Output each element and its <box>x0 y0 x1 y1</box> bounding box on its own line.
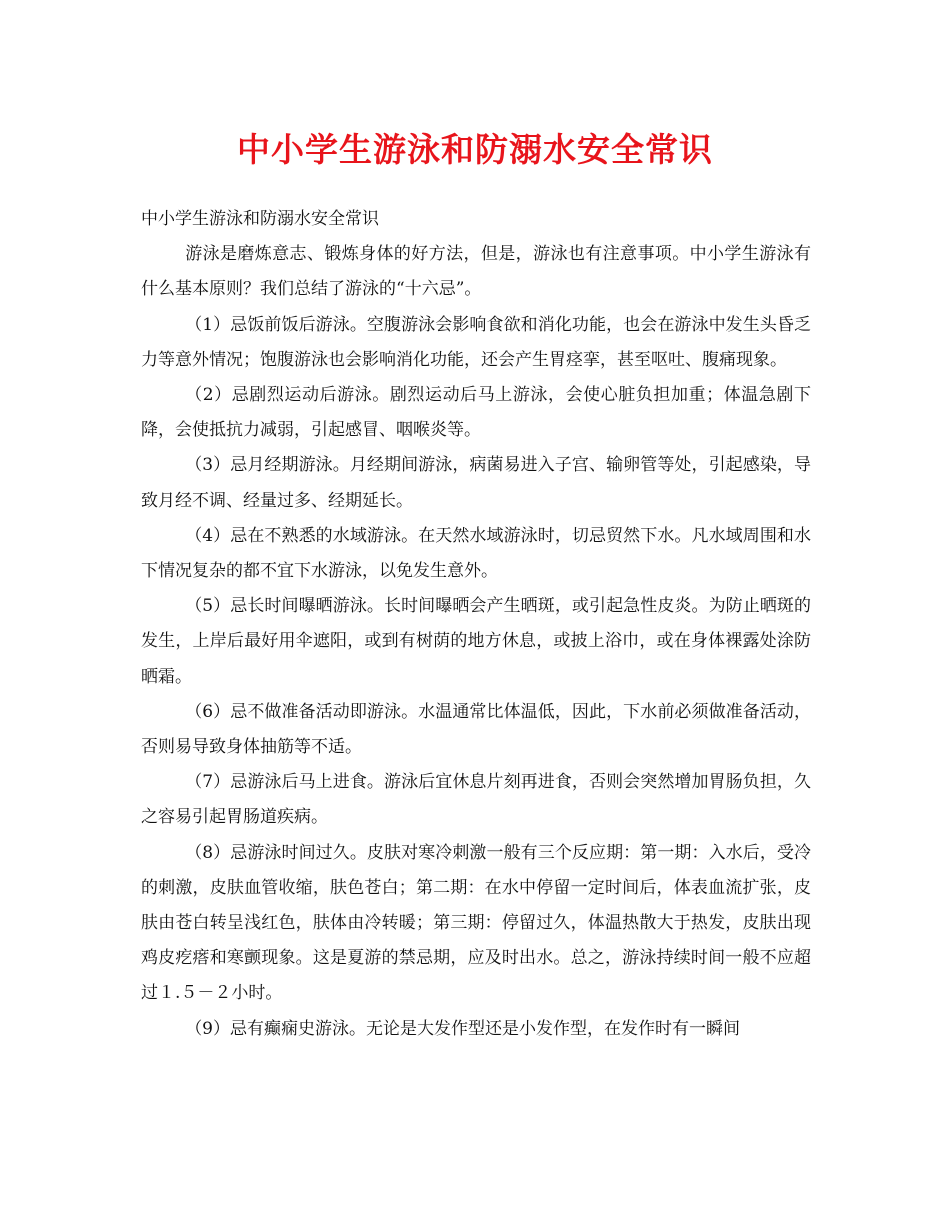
paragraph-intro: 游泳是磨炼意志、锻炼身体的好方法，但是，游泳也有注意事项。中小学生游泳有什么基本原则？我们总结了游泳的“十六忌”。 <box>141 244 811 300</box>
paragraph-rule-4: （4）忌在不熟悉的水域游泳。在天然水域游泳时，切忌贸然下水。凡水域周围和水下情况复杂的都不宜下水游泳，以免发生意外。 <box>141 525 811 582</box>
paragraph-rule-5: （5）忌长时间曝晒游泳。长时间曝晒会产生晒斑，或引起急性皮炎。为防止晒斑的发生，上岸后最好用伞遮阳，或到有树荫的地方休息，或披上浴巾，或在身体裸露处涂防晒霜。 <box>141 596 811 687</box>
paragraph-rule-8: （8）忌游泳时间过久。皮肤对寒冷刺激一般有三个反应期：第一期：入水后，受冷的刺激，皮肤血管收缩，肤色苍白；第二期：在水中停留一定时间后，体表血流扩张，皮肤由苍白转呈浅红色，肤体由冷转暖；第三期：停留过久，体温热散大于热发，皮肤出现鸡皮疙瘩和寒颤现象。这是夏游的禁忌期，应及时出水。总之，游泳持续时间一般不应超过１.５－２小时。 <box>141 842 811 1004</box>
paragraph-rule-1: （1）忌饭前饭后游泳。空腹游泳会影响食欲和消化功能，也会在游泳中发生头昏乏力等意外情况；饱腹游泳也会影响消化功能，还会产生胃痉挛，甚至呕吐、腹痛现象。 <box>141 314 811 370</box>
document-subtitle: 中小学生游泳和防溺水安全常识 <box>141 209 379 229</box>
page-title: 中小学生游泳和防溺水安全常识 <box>237 130 713 169</box>
document-body <box>141 202 811 1047</box>
paragraph-rule-6: （6）忌不做准备活动即游泳。水温通常比体温低，因此，下水前必须做准备活动，否则易导致身体抽筋等不适。 <box>141 701 811 758</box>
paragraph-rule-3: （3）忌月经期游泳。月经期间游泳，病菌易进入子宫、输卵管等处，引起感染，导致月经不调、经量过多、经期延长。 <box>141 455 811 511</box>
paragraph-rule-2: （2）忌剧烈运动后游泳。剧烈运动后马上游泳，会使心脏负担加重；体温急剧下降，会使抵抗力减弱，引起感冒、咽喉炎等。 <box>141 385 811 441</box>
paragraph-rule-7: （7）忌游泳后马上进食。游泳后宜休息片刻再进食，否则会突然增加胃肠负担，久之容易引起胃肠道疾病。 <box>141 772 811 828</box>
paragraph-rule-9: （9）忌有癫痫史游泳。无论是大发作型还是小发作型，在发作时有一瞬间 <box>185 1018 741 1039</box>
